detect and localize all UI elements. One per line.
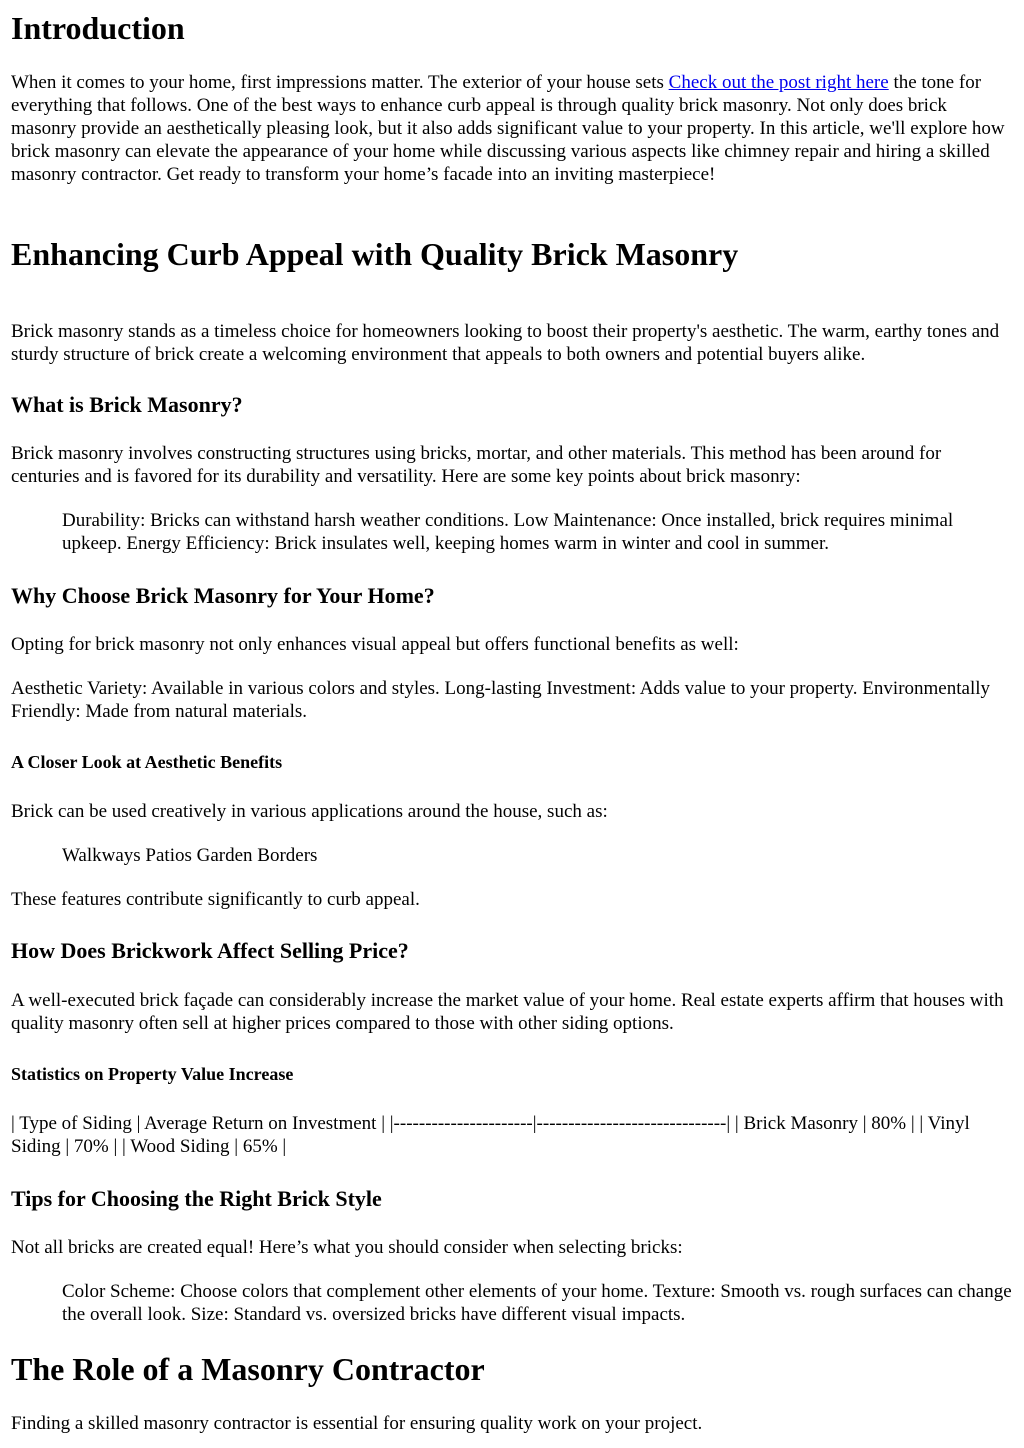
enhancing-paragraph: Brick masonry stands as a timeless choice for homeowners looking to boost their property's aesthetic. The warm, earthy tones and sturdy structure of brick create a welcoming environment that appeals to both owners and potential buyers alike.: [11, 321, 1000, 365]
intro-text-after-link: the tone for everything that follows. One of the best ways to enhance curb appeal is through quality brick masonry. Not only does brick masonry provide an aesthetically pleasing look, but it also adds significant value to your property. In this article, we'll explore how brick masonry can elevate the appearance of your home while discussing various aspects like chimney repair and hiring a skilled masonry contractor. Get ready to transform your home’s facade into an inviting masterpiece!: [11, 72, 1005, 185]
curb-appeal-paragraph: These features contribute significantly to curb appeal.: [11, 889, 420, 910]
heading-why-choose-brick: Why Choose Brick Masonry for Your Home?: [11, 583, 435, 608]
applications-quote: Walkways Patios Garden Borders: [62, 845, 318, 866]
heading-statistics: Statistics on Property Value Increase: [11, 1064, 294, 1084]
heading-closer-look: A Closer Look at Aesthetic Benefits: [11, 752, 283, 772]
check-out-post-link[interactable]: Check out the post right here: [668, 72, 889, 93]
closer-look-paragraph: Brick can be used creatively in various applications around the house, such as:: [11, 801, 608, 822]
contractor-paragraph: Finding a skilled masonry contractor is essential for ensuring quality work on your project.: [11, 1413, 703, 1434]
why-choose-intro-paragraph: Opting for brick masonry not only enhances visual appeal but offers functional benefits as well:: [11, 634, 739, 655]
heading-selling-price: How Does Brickwork Affect Selling Price?: [11, 938, 409, 963]
brick-key-points-quote: Durability: Bricks can withstand harsh weather conditions. Low Maintenance: Once installed, brick requires minimal upkeep. Energy Efficiency: Brick insulates well, keeping homes warm in winter and cool in summer.: [62, 510, 954, 554]
selling-price-paragraph: A well-executed brick façade can considerably increase the market value of your home. Real estate experts affirm that houses with quality masonry often sell at higher prices compared to those with other siding options.: [11, 990, 1004, 1034]
why-choose-benefits-paragraph: Aesthetic Variety: Available in various colors and styles. Long-lasting Investment: Adds value to your property. Environmentally Friendly: Made from natural materials.: [11, 678, 991, 722]
intro-text-before-link: When it comes to your home, first impressions matter. The exterior of your house sets: [11, 72, 669, 93]
what-is-paragraph: Brick masonry involves constructing structures using bricks, mortar, and other materials. This method has been around for centuries and is favored for its durability and versatility. Here are some key points about brick masonry:: [11, 443, 942, 487]
brick-selection-quote: Color Scheme: Choose colors that complement other elements of your home. Texture: Smooth vs. rough surfaces can change the overall look. Size: Standard vs. oversized bricks have different visual impacts.: [62, 1281, 1012, 1325]
heading-introduction: Introduction: [11, 10, 185, 46]
heading-masonry-contractor: The Role of a Masonry Contractor: [11, 1351, 485, 1387]
statistics-table-text: | Type of Siding | Average Return on Investment | |----------------------|------------------------------| | Brick Masonry | 80% | | Vinyl Siding | 70% | | Wood Siding | 65% |: [11, 1113, 970, 1157]
heading-tips-brick-style: Tips for Choosing the Right Brick Style: [11, 1186, 382, 1211]
intro-paragraph: [11, 71, 1014, 186]
tips-paragraph: Not all bricks are created equal! Here’s what you should consider when selecting bricks:: [11, 1237, 683, 1258]
heading-enhancing-curb-appeal: Enhancing Curb Appeal with Quality Brick Masonry: [11, 236, 739, 272]
heading-what-is-brick-masonry: What is Brick Masonry?: [11, 392, 243, 417]
